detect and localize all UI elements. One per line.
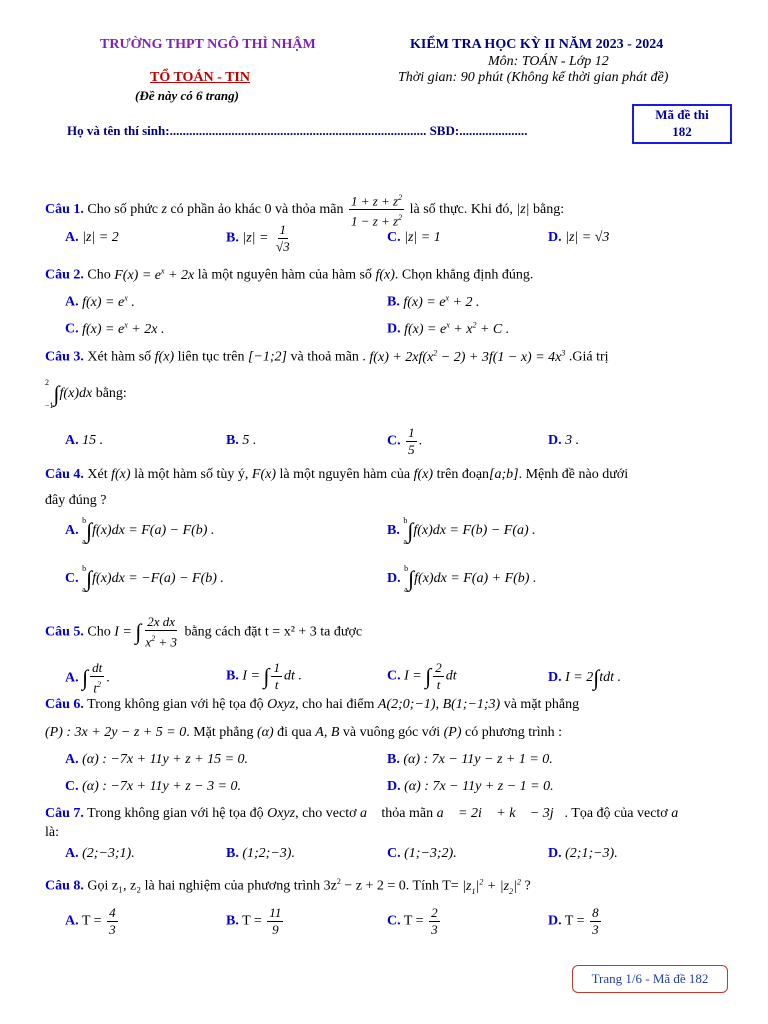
- question-1: Câu 1. Cho số phức z có phần ảo khác 0 và thỏa mãn $\frac{1 + z + z^2}{1 - z + z^2}$ là số thực. Khi đó, |z| bằng:: [45, 190, 564, 230]
- exam-code-box: [632, 104, 732, 144]
- q8-option-a[interactable]: A. T = $\frac{4}{3}$: [65, 905, 116, 937]
- question-5: Câu 5. Cho I = ∫ $\frac{\text{2x dx}}{x^2 + 3}$ bằng cách đặt t = x² + 3 ta được: [45, 614, 363, 650]
- exam-code-label: Mã đề thi: [655, 107, 709, 122]
- q3-option-d[interactable]: D. 3 .: [548, 433, 580, 448]
- q1-option-b[interactable]: B. |z| = $\frac{1}{√3}$: [226, 222, 290, 254]
- q2-option-a[interactable]: A. $f(x) = e^x$ .: [65, 293, 135, 310]
- q7-option-a[interactable]: A. (2;−3;1).: [65, 846, 135, 861]
- question-7: Câu 7. Trong không gian với hệ tọa độ Oxyz, cho vectơ a⃗ thỏa mãn a⃗ = 2i⃗ + k⃗ − 3j⃗. Tọa độ của vectơ a⃗: [45, 806, 690, 821]
- exam-code-value: 182: [672, 124, 692, 139]
- q7-option-c[interactable]: C. (1;−3;2).: [387, 846, 457, 861]
- q5-option-c[interactable]: C. I = ∫ $\frac{2}{t}$ dt: [387, 660, 457, 692]
- q5-option-d[interactable]: D. I = 2∫tdt .: [548, 665, 622, 690]
- q4-option-d[interactable]: D. b a ∫f(x)dx = F(a) + F(b) .: [387, 564, 537, 594]
- page-footer: [572, 965, 728, 993]
- question-2: Câu 2. Cho $F(x) = e^x + 2x$ là một nguyên hàm của hàm số f(x). Chọn khẳng định đúng.: [45, 266, 534, 283]
- exam-title: KIỂM TRA HỌC KỲ II NĂM 2023 - 2024: [410, 37, 664, 52]
- question-8: Câu 8. Gọi z₁, z₂ là hai nghiệm của phương trình $3z^2 - z + 2 = 0$. Tính $T= |z_1|^2 + |z_2|^2$ ?: [45, 877, 531, 896]
- q1-option-a[interactable]: A. |z| = 2: [65, 230, 119, 245]
- q5-option-b[interactable]: B. I = ∫ $\frac{1}{t}$ dt .: [226, 660, 302, 692]
- q8-option-c[interactable]: C. T = $\frac{2}{3}$: [387, 905, 438, 937]
- q7-option-d[interactable]: D. (2;1;−3).: [548, 846, 618, 861]
- q8-option-d[interactable]: D. T = $\frac{8}{3}$: [548, 905, 599, 937]
- q7-option-b[interactable]: B. (1;2;−3).: [226, 846, 295, 861]
- q4-option-a[interactable]: A. b a ∫f(x)dx = F(a) − F(b) .: [65, 516, 215, 546]
- q3-option-a[interactable]: A. 15 .: [65, 433, 104, 448]
- q6-option-a[interactable]: A. (α) : −7x + 11y + z + 15 = 0.: [65, 752, 249, 767]
- q6-option-c[interactable]: C. (α) : −7x + 11y + z − 3 = 0.: [65, 779, 242, 794]
- q4-option-b[interactable]: B. b a ∫f(x)dx = F(b) − F(a) .: [387, 516, 536, 546]
- question-4: Câu 4. Xét f(x) là một hàm số tùy ý, F(x) là một nguyên hàm của f(x) trên đoạn[a;b]. Mệnh đề nào dưới: [45, 467, 629, 482]
- exam-time: Thời gian: 90 phút (Không kể thời gian phát đề): [398, 70, 669, 85]
- question-6: Câu 6. Trong không gian với hệ tọa độ Oxyz, cho hai điểm A(2;0;−1), B(1;−1;3) và mặt phẳng: [45, 697, 580, 712]
- pages-note: (Đề này có 6 trang): [135, 88, 239, 103]
- q2-option-d[interactable]: D. $f(x) = e^x + x^2 + C$ .: [387, 320, 510, 337]
- q8-option-b[interactable]: B. T = $\frac{11}{9}$: [226, 905, 282, 937]
- question-6-line2: (P) : 3x + 2y − z + 5 = 0. Mặt phẳng (α) đi qua A, B và vuông góc với (P) có phương trình :: [45, 725, 563, 740]
- page-number: Trang 1/6 - Mã đề 182: [591, 971, 709, 986]
- question-4-line2: đây đúng ?: [45, 493, 107, 508]
- exam-subject: Môn: TOÁN - Lớp 12: [488, 54, 609, 69]
- student-info-line: Họ và tên thí sinh:............................................................................... SBD:.....................: [67, 123, 528, 138]
- q4-option-c[interactable]: C. b a ∫f(x)dx = −F(a) − F(b) .: [65, 564, 224, 594]
- q2-option-b[interactable]: B. $f(x) = e^x + 2$ .: [387, 293, 480, 310]
- q1-option-d[interactable]: D. |z| = √3: [548, 230, 610, 245]
- q3-option-b[interactable]: B. 5 .: [226, 433, 257, 448]
- q2-option-c[interactable]: C. $f(x) = e^x + 2x$ .: [65, 320, 165, 337]
- q6-option-b[interactable]: B. (α) : 7x − 11y − z + 1 = 0.: [387, 752, 553, 767]
- q6-option-d[interactable]: D. (α) : 7x − 11y + z − 1 = 0.: [387, 779, 554, 794]
- q1-option-c[interactable]: C. |z| = 1: [387, 230, 441, 245]
- question-7-line2: là:: [45, 825, 59, 840]
- q5-option-a[interactable]: A. ∫ $\frac{dt}{t^2}$ .: [65, 660, 110, 696]
- question-3: Câu 3. Xét hàm số f(x) liên tục trên [−1;2] và thoả mãn . $f(x) + 2xf(x^2 - 2) + 3f(1 - x) = 4x^3$ .Giá trị: [45, 348, 609, 365]
- school-name: TRƯỜNG THPT NGÔ THÌ NHẬM: [100, 37, 316, 52]
- question-3-line2: 2 −1 ∫f(x)dx bằng:: [45, 378, 127, 410]
- team-name: TỔ TOÁN - TIN: [150, 70, 250, 85]
- q3-option-c[interactable]: C. $\frac{1}{5}$ .: [387, 425, 423, 457]
